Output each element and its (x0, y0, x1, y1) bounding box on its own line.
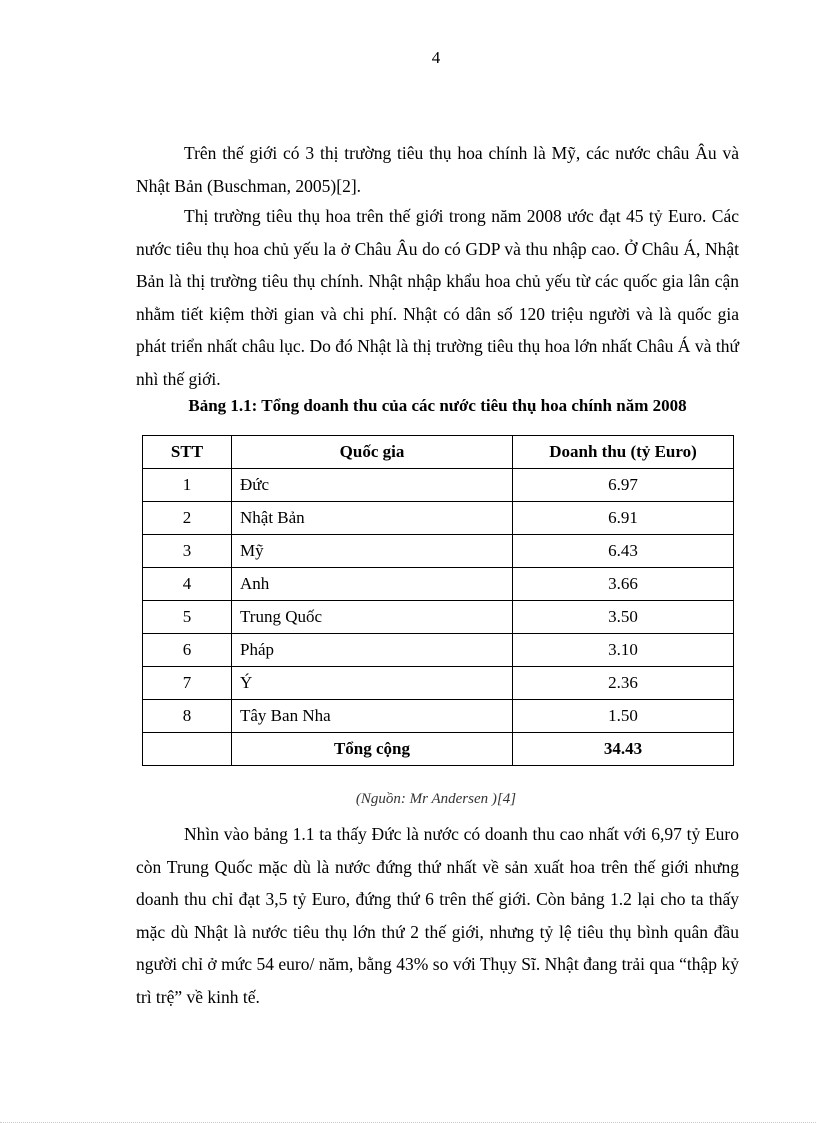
cell-revenue: 3.10 (513, 634, 734, 667)
table-caption: Bảng 1.1: Tổng doanh thu của các nước tiêu thụ hoa chính năm 2008 (188, 396, 687, 415)
cell-country: Mỹ (232, 535, 513, 568)
revenue-table (142, 435, 734, 766)
table-source: (Nguồn: Mr Andersen )[4] (355, 791, 517, 807)
cell-country: Nhật Bản (232, 502, 513, 535)
paragraph-market: Thị trường tiêu thụ hoa trên thế giới trong năm 2008 ước đạt 45 tỷ Euro. Các nước tiêu thụ hoa chủ yếu la ở Châu Âu do có GDP và thu nhập cao. Ở Châu Á, Nhật Bản là thị trường tiêu thụ chính. Nhật nhập khẩu hoa chủ yếu từ các quốc gia lân cận nhằm tiết kiệm thời gian và chi phí. Nhật có dân số 120 triệu người và là quốc gia phát triển nhất châu lục. Do đó Nhật là thị trường tiêu thụ hoa lớn nhất Châu Á và thứ nhì thế giới. (136, 206, 739, 389)
cell-empty (143, 733, 232, 766)
cell-stt: 2 (143, 502, 232, 535)
cell-country: Đức (232, 469, 513, 502)
total-value: 34.43 (513, 733, 734, 766)
cell-country: Tây Ban Nha (232, 700, 513, 733)
table-header-row (143, 436, 734, 469)
cell-country: Anh (232, 568, 513, 601)
cell-stt: 7 (143, 667, 232, 700)
table-row (143, 568, 734, 601)
table-row (143, 634, 734, 667)
header-revenue: Doanh thu (tỷ Euro) (513, 436, 734, 469)
cell-country: Ý (232, 667, 513, 700)
cell-revenue: 3.66 (513, 568, 734, 601)
cell-revenue: 3.50 (513, 601, 734, 634)
cell-revenue: 2.36 (513, 667, 734, 700)
cell-stt: 4 (143, 568, 232, 601)
paragraph-intro: Trên thế giới có 3 thị trường tiêu thụ hoa chính là Mỹ, các nước châu Âu và Nhật Bản (Buschman, 2005)[2]. (136, 143, 739, 196)
cell-revenue: 6.91 (513, 502, 734, 535)
table-row (143, 667, 734, 700)
cell-revenue: 6.97 (513, 469, 734, 502)
header-stt: STT (143, 436, 232, 469)
table-total-row (143, 733, 734, 766)
table-row (143, 469, 734, 502)
table-row (143, 535, 734, 568)
cell-stt: 8 (143, 700, 232, 733)
paragraph-analysis: Nhìn vào bảng 1.1 ta thấy Đức là nước có doanh thu cao nhất với 6,97 tỷ Euro còn Trung Quốc mặc dù là nước đứng thứ nhất về sản xuất hoa trên thế giới nhưng doanh thu chỉ đạt 3,5 tỷ Euro, đứng thứ 6 trên thế giới. Còn bảng 1.2 lại cho ta thấy mặc dù Nhật là nước tiêu thụ lớn thứ 2 thế giới, nhưng tỷ lệ tiêu thụ bình quân đầu người chỉ ở mức 54 euro/ năm, bằng 43% so với Thụy Sĩ. Nhật đang trải qua “thập kỷ trì trệ” về kinh tế. (136, 824, 739, 1007)
cell-revenue: 6.43 (513, 535, 734, 568)
header-country: Quốc gia (232, 436, 513, 469)
table-row (143, 601, 734, 634)
cell-revenue: 1.50 (513, 700, 734, 733)
cell-stt: 6 (143, 634, 232, 667)
total-label: Tổng cộng (232, 733, 513, 766)
cell-stt: 1 (143, 469, 232, 502)
page-number: 4 (431, 48, 441, 67)
table-row (143, 502, 734, 535)
cell-stt: 5 (143, 601, 232, 634)
table-row (143, 700, 734, 733)
cell-stt: 3 (143, 535, 232, 568)
cell-country: Trung Quốc (232, 601, 513, 634)
cell-country: Pháp (232, 634, 513, 667)
